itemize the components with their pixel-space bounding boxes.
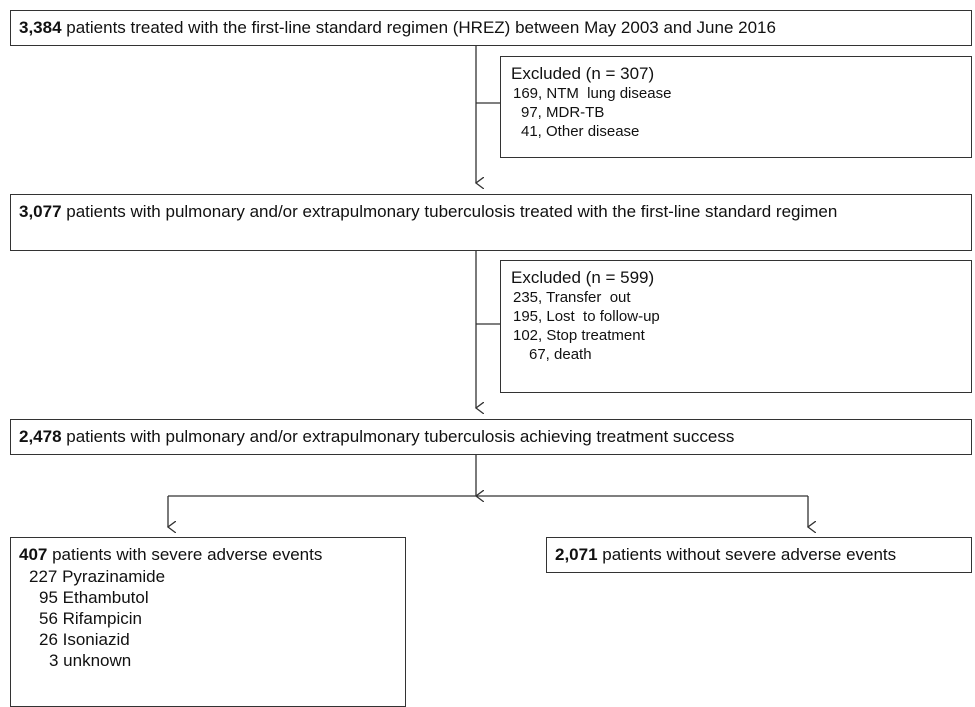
exclusion2-item: 235, Transfer out [513,289,631,306]
step3-count: 2,478 [19,427,62,446]
exclusion1-item: 41, Other disease [521,123,640,140]
step2-count: 3,077 [19,202,62,221]
drug-item: 95 Ethambutol [39,588,149,607]
step3-text: patients with pulmonary and/or extrapulmonary tuberculosis achieving treatment success [61,427,735,446]
exclusion1-title: Excluded (n = 307) [511,64,655,83]
drug-item: 26 Isoniazid [39,630,130,649]
step1-text: patients treated with the first-line standard regimen (HREZ) between May 2003 and June 2016 [61,18,776,37]
without-sae-box [546,537,972,573]
exclusion2-box [500,260,972,393]
step2-text: patients with pulmonary and/or extrapulmonary tuberculosis treated with the first-line standard regimen [61,202,838,221]
exclusion2-item: 102, Stop treatment [513,327,645,344]
drug-item: 56 Rifampicin [39,609,142,628]
drug-item: 3 unknown [49,651,132,670]
with-sae-count: 407 [19,545,48,564]
exclusion2-title: Excluded (n = 599) [511,268,655,287]
without-sae-text: patients without severe adverse events [597,545,897,564]
exclusion2-item: 195, Lost to follow-up [513,308,660,325]
exclusion1-box [500,56,972,158]
exclusion2-item: 67, death [529,346,592,363]
step3-box [10,419,972,455]
step1-box [10,10,972,46]
exclusion1-item: 169, NTM lung disease [513,85,672,102]
exclusion1-item: 97, MDR-TB [521,104,605,121]
step2-box [10,194,972,251]
without-sae-count: 2,071 [555,545,598,564]
drug-item: 227 Pyrazinamide [29,567,166,586]
with-sae-text: patients with severe adverse events [47,545,323,564]
with-sae-box [10,537,406,707]
step1-count: 3,384 [19,18,62,37]
